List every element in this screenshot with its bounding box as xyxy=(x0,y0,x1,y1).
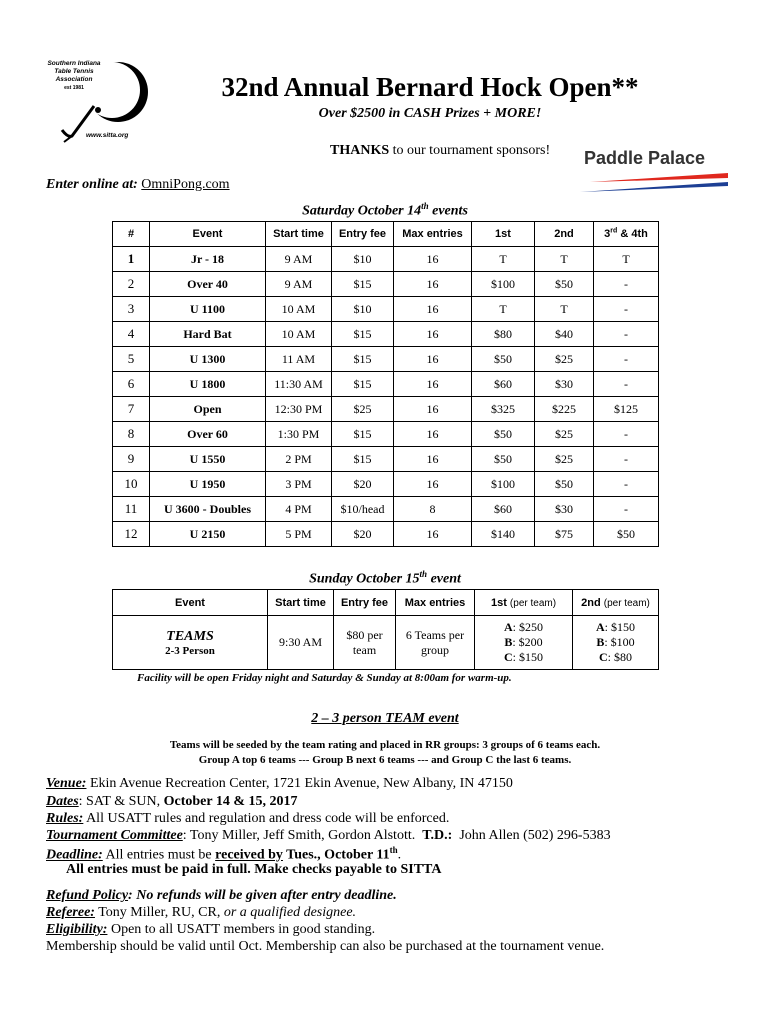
table-row xyxy=(113,347,659,372)
cell-entry-fee: $15 xyxy=(332,322,394,347)
sponsor-logo-name xyxy=(584,148,726,172)
cell-third-fourth: $125 xyxy=(594,397,659,422)
cell-third-fourth: T xyxy=(594,247,659,272)
cell-third-fourth: - xyxy=(594,322,659,347)
referee-line xyxy=(46,905,356,921)
refund-text: : No refunds will be given after entry deadline. xyxy=(128,888,397,903)
eligibility-line xyxy=(46,922,375,938)
cell-third-fourth: - xyxy=(594,297,659,322)
table-row xyxy=(113,297,659,322)
table-row xyxy=(113,272,659,297)
cell-max-entries: 16 xyxy=(394,447,472,472)
eligibility-text: Open to all USATT members in good standing. xyxy=(107,922,376,937)
table-row xyxy=(113,497,659,522)
prize-amount: : $250 xyxy=(512,620,543,634)
page-subtitle: Over $2500 in CASH Prizes + MORE! xyxy=(318,106,542,121)
col-number: # xyxy=(113,222,150,247)
cell-first: T xyxy=(472,297,535,322)
cell-first: $60 xyxy=(472,372,535,397)
enter-online-label: Enter online at: xyxy=(46,177,138,192)
cell-first: $140 xyxy=(472,522,535,547)
saturday-title-text: Saturday October 14 xyxy=(302,203,422,219)
rules-label: Rules: xyxy=(46,811,84,826)
sponsor-name: Paddle Palace xyxy=(584,148,706,168)
prize-line xyxy=(573,635,658,650)
third-sup-label: 3rd & 4th xyxy=(604,227,648,241)
cell-entry-fee: $25 xyxy=(332,397,394,422)
prize-amount: : $100 xyxy=(604,635,635,649)
saturday-title-sup: th xyxy=(421,201,429,211)
cell-event: U 3600 - Doubles xyxy=(150,497,266,522)
cell-first: $50 xyxy=(472,447,535,472)
cell-entry-fee: $10/head xyxy=(332,497,394,522)
committee-text: : Tony Miller, Jeff Smith, Gordon Alstott. xyxy=(182,828,423,843)
table-header-row xyxy=(113,590,659,616)
col-event: Event xyxy=(113,590,268,616)
cell-third-fourth: - xyxy=(594,422,659,447)
cell-number: 1 xyxy=(113,247,150,272)
logo-org-line1: Southern Indiana xyxy=(47,60,101,67)
second-prizes-cell xyxy=(573,616,659,670)
cell-event: U 1950 xyxy=(150,472,266,497)
col-entry-fee: Entry fee xyxy=(332,222,394,247)
prize-group-letter: A xyxy=(595,620,605,634)
committee-line xyxy=(46,828,611,844)
cell-entry-fee: $15 xyxy=(332,272,394,297)
prize-line xyxy=(475,635,572,650)
col-start-time: Start time xyxy=(266,222,332,247)
cell-event: Jr - 18 xyxy=(150,247,266,272)
cell-event: Open xyxy=(150,397,266,422)
cell-start-time: 4 PM xyxy=(266,497,332,522)
committee-label: Tournament Committee xyxy=(46,828,183,843)
logo-org-line3: Association xyxy=(55,76,93,83)
max-entries-cell xyxy=(396,616,475,670)
cell-third-fourth: - xyxy=(594,472,659,497)
prize-amount: : $150 xyxy=(604,620,635,634)
table-row xyxy=(113,472,659,497)
cell-max-entries: 16 xyxy=(394,422,472,447)
logo-url: www.sitta.org xyxy=(86,132,129,139)
payment-line: All entries must be paid in full. Make checks payable to SITTA xyxy=(66,862,442,877)
deadline-end: . xyxy=(397,847,402,863)
table-row xyxy=(113,616,659,670)
cell-start-time: 12:30 PM xyxy=(266,397,332,422)
dates-text: : SAT & SUN, xyxy=(78,794,164,809)
dates-line xyxy=(46,794,298,810)
cell-max-entries: 16 xyxy=(394,347,472,372)
cell-start-time: 11 AM xyxy=(266,347,332,372)
cell-number: 3 xyxy=(113,297,150,322)
cell-max-entries: 16 xyxy=(394,297,472,322)
cell-second: $30 xyxy=(535,497,594,522)
col-third-fourth xyxy=(594,222,659,247)
second-label: 2nd xyxy=(581,596,601,609)
prize-amount: : $200 xyxy=(512,635,543,649)
cell-start-time: 5 PM xyxy=(266,522,332,547)
sunday-title-sup: th xyxy=(419,569,428,579)
cell-second: $25 xyxy=(535,347,594,372)
cell-first: $100 xyxy=(472,472,535,497)
seeding-line1: Teams will be seeded by the team rating and placed in RR groups: 3 groups of 6 teams each. xyxy=(169,739,601,751)
sitta-logo xyxy=(42,60,154,150)
cell-second: $50 xyxy=(535,472,594,497)
cell-second: $30 xyxy=(535,372,594,397)
logo-org-line2: Table Tennis xyxy=(54,68,94,75)
fee-line1: $80 per xyxy=(346,627,383,642)
cell-number: 12 xyxy=(113,522,150,547)
cell-max-entries: 16 xyxy=(394,472,472,497)
cell-start-time: 11:30 AM xyxy=(266,372,332,397)
cell-entry-fee: $10 xyxy=(332,247,394,272)
venue-label: Venue: xyxy=(46,776,87,791)
cell-first: $50 xyxy=(472,347,535,372)
enter-online xyxy=(46,177,230,193)
sponsor-swoosh-graphic xyxy=(580,170,728,194)
saturday-events-table xyxy=(112,221,659,547)
team-event-title: 2 – 3 person TEAM event xyxy=(311,711,459,726)
cell-entry-fee: $20 xyxy=(332,472,394,497)
team-name: TEAMS xyxy=(166,628,214,644)
cell-entry-fee: $15 xyxy=(332,372,394,397)
cell-max-entries: 16 xyxy=(394,397,472,422)
cell-third-fourth: - xyxy=(594,372,659,397)
cell-second: T xyxy=(535,297,594,322)
col-start-time: Start time xyxy=(268,590,334,616)
cell-event: Over 60 xyxy=(150,422,266,447)
cell-entry-fee: $15 xyxy=(332,447,394,472)
fee-line2: team xyxy=(352,642,377,657)
table-row xyxy=(113,522,659,547)
cell-number: 6 xyxy=(113,372,150,397)
deadline-text: All entries must be xyxy=(102,847,216,863)
deadline-label: Deadline: xyxy=(46,847,103,863)
prize-line xyxy=(573,620,658,635)
col-max-entries: Max entries xyxy=(394,222,472,247)
facility-note: Facility will be open Friday night and Saturday & Sunday at 8:00am for warm-up. xyxy=(137,672,512,684)
rules-text: All USATT rules and regulation and dress code will be enforced. xyxy=(83,811,450,826)
saturday-title-suffix: events xyxy=(428,203,468,219)
first-label: 1st xyxy=(490,596,507,609)
cell-entry-fee: $15 xyxy=(332,422,394,447)
cell-event: U 1800 xyxy=(150,372,266,397)
cell-first: $50 xyxy=(472,422,535,447)
cell-first: $100 xyxy=(472,272,535,297)
team-event-cell xyxy=(113,616,268,670)
prize-group-letter: A xyxy=(503,620,513,634)
sponsor-thanks xyxy=(330,143,550,159)
cell-start-time: 9 AM xyxy=(266,247,332,272)
team-seeding-text xyxy=(0,738,770,768)
sponsor-logo xyxy=(580,142,728,196)
cell-start-time: 9 AM xyxy=(266,272,332,297)
team-size: 2-3 Person xyxy=(165,644,215,657)
cell-event: Hard Bat xyxy=(150,322,266,347)
seeding-line2: Group A top 6 teams --- Group B next 6 teams --- and Group C the last 6 teams. xyxy=(198,754,572,766)
max-line2: group xyxy=(421,642,449,657)
page-title: 32nd Annual Bernard Hock Open** xyxy=(221,72,639,102)
cell-event: U 1550 xyxy=(150,447,266,472)
prize-amount: : $80 xyxy=(607,650,632,664)
cell-entry-fee: $20 xyxy=(332,522,394,547)
referee-italic: or a qualified designee. xyxy=(223,905,357,920)
cell-number: 10 xyxy=(113,472,150,497)
logo-est: est 1981 xyxy=(64,85,84,91)
cell-max-entries: 8 xyxy=(394,497,472,522)
cell-event: U 1300 xyxy=(150,347,266,372)
cell-number: 7 xyxy=(113,397,150,422)
cell-third-fourth: - xyxy=(594,272,659,297)
cell-second: $225 xyxy=(535,397,594,422)
membership-line: Membership should be valid until Oct. Membership can also be purchased at the tournament venue. xyxy=(46,939,605,954)
first-per-team: (per team) xyxy=(509,597,557,609)
cell-number: 11 xyxy=(113,497,150,522)
td-label: T.D.: xyxy=(422,828,453,843)
table-row xyxy=(113,447,659,472)
cell-max-entries: 16 xyxy=(394,372,472,397)
table-row xyxy=(113,397,659,422)
thanks-text: to our tournament sponsors! xyxy=(389,143,551,158)
cell-event: Over 40 xyxy=(150,272,266,297)
cell-max-entries: 16 xyxy=(394,247,472,272)
td-text: John Allen (502) 296-5383 xyxy=(452,828,611,843)
prize-line xyxy=(573,650,658,665)
col-second: 2nd xyxy=(535,222,594,247)
cell-start-time: 10 AM xyxy=(266,297,332,322)
cell-event: U 1100 xyxy=(150,297,266,322)
prize-group-letter: C xyxy=(503,650,513,664)
col-entry-fee: Entry fee xyxy=(334,590,396,616)
col-first: 1st xyxy=(472,222,535,247)
cell-first: T xyxy=(472,247,535,272)
entry-fee-cell xyxy=(334,616,396,670)
omnipong-link[interactable]: OmniPong.com xyxy=(141,177,230,192)
second-per-team: (per team) xyxy=(603,597,650,609)
deadline-date: Tues., October 11 xyxy=(282,847,390,863)
cell-start-time: 10 AM xyxy=(266,322,332,347)
cell-number: 2 xyxy=(113,272,150,297)
prize-group-letter: B xyxy=(504,635,513,649)
prize-group-letter: C xyxy=(598,650,608,664)
table-row xyxy=(113,247,659,272)
sunday-title xyxy=(0,569,770,588)
rules-line xyxy=(46,811,449,827)
venue-line xyxy=(46,776,513,792)
deadline-received: received by xyxy=(215,847,283,863)
sunday-title-text: Sunday October 15 xyxy=(309,571,420,587)
start-time-cell: 9:30 AM xyxy=(268,616,334,670)
cell-start-time: 1:30 PM xyxy=(266,422,332,447)
deadline-line xyxy=(46,845,401,864)
deadline-sup: th xyxy=(389,845,398,855)
saturday-title xyxy=(0,201,770,220)
first-prizes-cell xyxy=(475,616,573,670)
table-row xyxy=(113,322,659,347)
dates-bold: October 14 & 15, 2017 xyxy=(163,794,298,809)
cell-second: $40 xyxy=(535,322,594,347)
cell-start-time: 3 PM xyxy=(266,472,332,497)
refund-line xyxy=(46,888,397,904)
cell-third-fourth: - xyxy=(594,447,659,472)
cell-max-entries: 16 xyxy=(394,522,472,547)
cell-third-fourth: - xyxy=(594,347,659,372)
prize-amount: : $150 xyxy=(512,650,543,664)
cell-first: $325 xyxy=(472,397,535,422)
cell-max-entries: 16 xyxy=(394,272,472,297)
col-first xyxy=(475,590,573,616)
col-event: Event xyxy=(150,222,266,247)
venue-text: Ekin Avenue Recreation Center, 1721 Ekin Avenue, New Albany, IN 47150 xyxy=(86,776,513,791)
table-row xyxy=(113,372,659,397)
cell-first: $80 xyxy=(472,322,535,347)
cell-third-fourth: $50 xyxy=(594,522,659,547)
cell-second: $25 xyxy=(535,422,594,447)
max-line1: 6 Teams per xyxy=(405,627,465,642)
eligibility-label: Eligibility: xyxy=(46,922,108,937)
col-second xyxy=(573,590,659,616)
cell-start-time: 2 PM xyxy=(266,447,332,472)
cell-entry-fee: $15 xyxy=(332,347,394,372)
cell-number: 5 xyxy=(113,347,150,372)
referee-label: Referee: xyxy=(46,905,95,920)
cell-number: 4 xyxy=(113,322,150,347)
referee-text: Tony Miller, RU, CR, xyxy=(94,905,224,920)
table-header-row xyxy=(113,222,659,247)
cell-second: $75 xyxy=(535,522,594,547)
thanks-bold: THANKS xyxy=(330,143,390,158)
sunday-title-suffix: event xyxy=(427,571,461,587)
cell-max-entries: 16 xyxy=(394,322,472,347)
cell-entry-fee: $10 xyxy=(332,297,394,322)
prize-group-letter: B xyxy=(596,635,605,649)
cell-number: 9 xyxy=(113,447,150,472)
cell-third-fourth: - xyxy=(594,497,659,522)
refund-label: Refund Policy xyxy=(46,888,129,903)
sunday-event-table xyxy=(112,589,659,670)
cell-number: 8 xyxy=(113,422,150,447)
dates-label: Dates xyxy=(46,794,79,809)
cell-second: $25 xyxy=(535,447,594,472)
col-max-entries: Max entries xyxy=(396,590,475,616)
prize-line xyxy=(475,650,572,665)
cell-first: $60 xyxy=(472,497,535,522)
cell-second: $50 xyxy=(535,272,594,297)
cell-event: U 2150 xyxy=(150,522,266,547)
table-row xyxy=(113,422,659,447)
cell-second: T xyxy=(535,247,594,272)
prize-line xyxy=(475,620,572,635)
